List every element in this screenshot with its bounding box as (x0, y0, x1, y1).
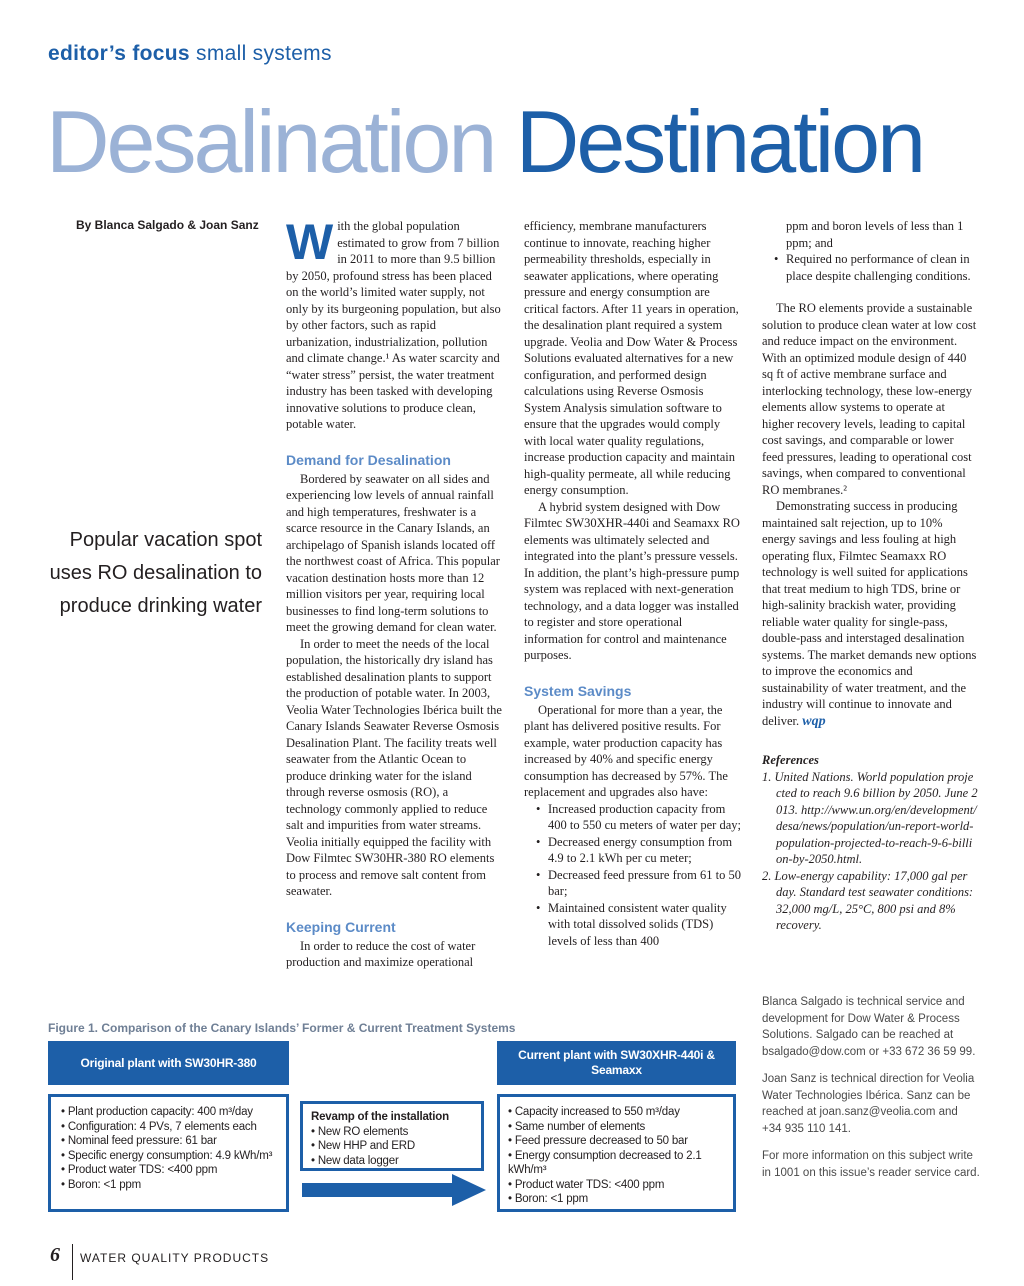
reference-item: 2. Low-energy capability: 17,000 gal per day. Standard test seawater conditions: 32,000 mg/L, 25°C, 800 psi and 8% recovery. (762, 868, 974, 932)
list-item: • New data logger (311, 1154, 473, 1169)
article-column-1 (286, 214, 502, 971)
list-item: • Decreased energy consumption from 4.9 to 2.1 kWh per cu meter; (548, 834, 742, 867)
reference-item: 1. United Nations. World population projected to reach 9.6 billion by 2050. June 2013. http://www.un.org/en/development/desa/news/population/un-report-world-population-projected-to-reach-9-6-billion-by-2050.html. (762, 769, 978, 866)
list-item: • Nominal feed pressure: 61 bar (61, 1134, 276, 1149)
intro-paragraph (286, 214, 502, 433)
author-bios (762, 994, 980, 1192)
list-item: • Plant production capacity: 400 m³/day (61, 1105, 276, 1120)
list-item: • Capacity increased to 550 m³/day (508, 1105, 725, 1120)
paragraph-1: Bordered by seawater on all sides and experiencing low levels of annual rainfall and high temperatures, freshwater is a scarce resource in the Canary Islands, an archipelago of Spanish islands located off the northwest coast of Africa. This popular vacation destination hosts more than 12 million visitors per year, requiring local businesses to find long-term solutions to meet the growing demand for clean water. (286, 471, 500, 634)
list-item: • Increased production capacity from 400 to 550 cu meters of water per day; (548, 801, 742, 834)
footer-divider (72, 1244, 73, 1280)
arrow-head-icon (452, 1174, 486, 1206)
original-plant-header: Original plant with SW30HR-380 (48, 1041, 289, 1085)
list-item: • Boron: <1 ppm (508, 1192, 725, 1207)
list-item-text: ppm and boron levels of less than 1 ppm; and (786, 219, 964, 250)
title-part-1: Desalination (46, 92, 495, 191)
references-list (762, 769, 978, 934)
article-title (46, 92, 924, 191)
savings-list (524, 801, 742, 950)
drop-cap: W (286, 214, 334, 270)
list-item: • Energy consumption decreased to 2.1 kWh/m³ (508, 1149, 725, 1178)
publication-name: WATER QUALITY PRODUCTS (80, 1251, 270, 1265)
current-plant-list (508, 1105, 725, 1207)
article-column-2 (524, 218, 742, 949)
list-item: • Maintained consistent water quality with total dissolved solids (TDS) levels of less than 400 (548, 900, 742, 950)
page-number: 6 (50, 1244, 60, 1266)
list-item: • Product water TDS: <400 ppm (61, 1163, 276, 1178)
bio-salgado: Blanca Salgado is technical service and development for Dow Water & Process Solutions. Salgado can be reached at bsalgado@dow.com or +33 672 36 59 99. (762, 996, 976, 1058)
list-item: • Required no performance of clean in place despite challenging conditions. (786, 251, 978, 284)
paragraph-4: efficiency, membrane manufacturers continue to innovate, reaching higher permeability thresholds, especially in seawater applications, where operating pressure and energy consumption are critical factors. After 11 years in operation, the desalination plant required a system upgrade. Veolia and Dow Water & Process Solutions evaluated alternatives for a new configuration, and performed design calculations using Reverse Osmosis System Analysis simulation software to ensure that the upgrades would comply with local water quality regulations, increase production capacity and maintain high-quality permeate, all while reducing energy consumption. (524, 219, 739, 497)
revamp-box (300, 1101, 484, 1171)
arrow-icon (302, 1183, 452, 1197)
revamp-list (311, 1125, 473, 1169)
paragraph-8-text: Demonstrating success in producing maintained salt rejection, up to 10% energy savings and less fouling at high operating flux, Filmtec Seamaxx RO technology is well suited for applications that treat medium to high TDS, brine or high-salinity brackish water, providing reliable water quality for single-pass, double-pass and interstaged desalination systems. The market demands new options to improve the economics and sustainability of water treatment, and the industry will continue to innovate and deliver. (762, 499, 977, 728)
original-plant-list (61, 1105, 276, 1192)
paragraph-8 (762, 498, 978, 730)
intro-text: ith the global population estimated to grow from 7 billion in 2011 to more than 9.5 billion by 2050, profound stress has been placed on the world’s limited water supply, not only by its burgeoning population, but also by other factors, such as rapid urbanization, industrialization, pollution and climate change.¹ As water scarcity and “water stress” persist, the water treatment industry has been tasked with developing innovative solutions to produce clean, potable water. (286, 219, 501, 431)
list-item: • Feed pressure decreased to 50 bar (508, 1134, 725, 1149)
paragraph-2: In order to meet the needs of the local population, the historically dry island has established desalination plants to support the production of potable water. In 2003, Veolia Water Technologies Ibérica built the Canary Islands Seawater Reverse Osmosis Desalination Plant. The facility treats well seawater from the Atlantic Ocean to produce drinking water for the island through reverse osmosis (RO), a technology commonly applied to reduce salt and impurities from water streams. Veolia initially equipped the facility with Dow Filmtec SW30HR-380 RO elements to process and remove salt content from seawater. (286, 636, 502, 898)
section-label (48, 42, 332, 66)
paragraph-5: A hybrid system designed with Dow Filmtec SW30XHR-440i and Seamaxx RO elements was ultimately selected and integrated into the plant’s pressure vessels. In addition, the plant’s high-pressure pump system was replaced with next-generation technology, and a data logger was installed to register and store operational information for control and maintenance purposes. (524, 499, 740, 662)
figure-caption: Figure 1. Comparison of the Canary Islands’ Former & Current Treatment Systems (48, 1021, 516, 1035)
section-label-light: small systems (196, 42, 332, 65)
savings-list-continued (762, 218, 978, 284)
end-mark: wqp (802, 713, 826, 729)
current-plant-box (497, 1094, 736, 1212)
list-item: • Boron: <1 ppm (61, 1178, 276, 1193)
list-item: • Specific energy consumption: 4.9 kWh/m³ (61, 1149, 276, 1164)
section-label-bold: editor’s focus (48, 42, 190, 65)
list-item: • New RO elements (311, 1125, 473, 1140)
revamp-title: Revamp of the installation (311, 1111, 449, 1123)
reader-service-note: For more information on this subject write in 1001 on this issue’s reader service card. (762, 1150, 980, 1179)
heading-system-savings: System Savings (524, 682, 632, 699)
list-item-continued (786, 218, 978, 251)
list-item: • Decreased feed pressure from 61 to 50 bar; (548, 867, 742, 900)
heading-keeping-current: Keeping Current (286, 918, 396, 935)
list-item: • Configuration: 4 PVs, 7 elements each (61, 1120, 276, 1135)
paragraph-3: In order to reduce the cost of water production and maximize operational (286, 938, 476, 969)
title-part-2: Destination (515, 92, 924, 191)
current-plant-header: Current plant with SW30XHR-440i & Seamaxx (497, 1041, 736, 1085)
byline: By Blanca Salgado & Joan Sanz (76, 218, 259, 232)
article-column-3 (762, 218, 978, 934)
list-item: • Product water TDS: <400 ppm (508, 1178, 725, 1193)
paragraph-7: The RO elements provide a sustainable solution to produce clean water at low cost and reduce impact on the environment. With an optimized module design of 440 sq ft of active membrane surface and interlocking technology, these low-energy elements allow systems to operate at higher recovery levels, leading to capital cost savings, and comparable or lower feed pressures, leading to operational cost savings, when compared to conventional RO membranes.² (762, 301, 977, 497)
paragraph-6: Operational for more than a year, the plant has delivered positive results. For example, water production capacity has increased by 40% and specific energy consumption has decreased by 57%. The replacement and upgrades also have: (524, 702, 728, 799)
bio-sanz: Joan Sanz is technical direction for Veolia Water Technologies Ibérica. Sanz can be reached at joan.sanz@veolia.com and +34 935 110 141. (762, 1073, 975, 1135)
original-plant-box (48, 1094, 289, 1212)
pull-quote: Popular vacation spot uses RO desalination to produce drinking water (49, 529, 262, 617)
heading-demand: Demand for Desalination (286, 451, 451, 468)
references-heading: References (762, 753, 819, 767)
list-item: • Same number of elements (508, 1120, 725, 1135)
list-item: • New HHP and ERD (311, 1139, 473, 1154)
